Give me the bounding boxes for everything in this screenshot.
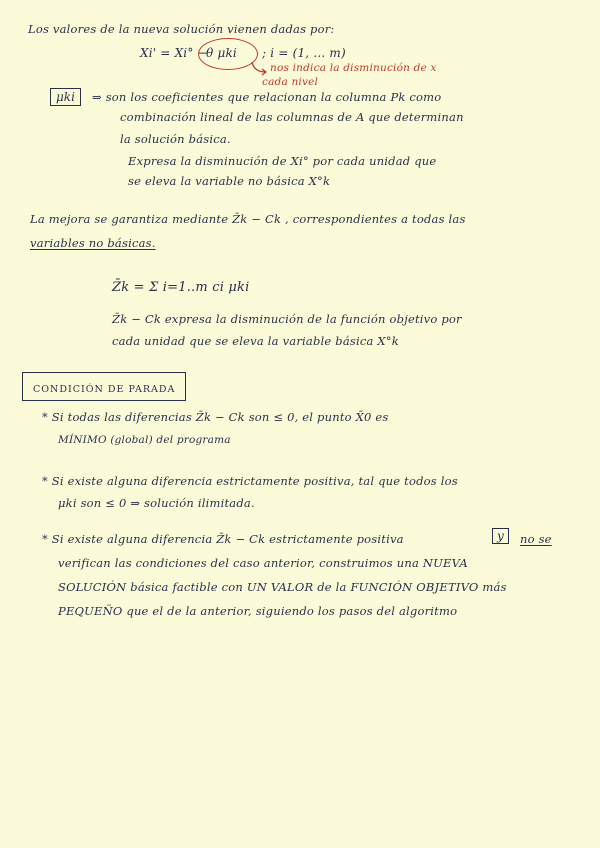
text-line-intro: Los valores de la nueva solución vienen dadas por: xyxy=(28,22,335,36)
text-line-combination: combinación lineal de las columnas de A que determinan xyxy=(120,110,464,124)
text-line-zk-ck: Z̄k − Ck expresa la disminución de la función objetivo por xyxy=(112,312,462,326)
text-line-raises: se eleva la variable no básica X°k xyxy=(128,174,331,188)
bullet-3-line-2: verifican las condiciones del caso anterior, construimos una NUEVA xyxy=(58,556,468,570)
formula-xi-prime: Xi' = Xi° − xyxy=(140,46,208,60)
bullet-3-line-4: PEQUEÑO que el de la anterior, siguiendo los pasos del algoritmo xyxy=(58,604,458,618)
text-line-expresses: Expresa la disminución de Xi° por cada unidad que xyxy=(128,154,437,168)
bullet-1-line-1: * Si todas las diferencias Z̄k − Ck son ≤ 0, el punto X̄0 es xyxy=(42,410,389,424)
bullet-3-no-se: no se xyxy=(520,532,552,546)
boxed-y: y xyxy=(492,528,509,544)
stop-condition-title: CONDICIÓN DE PARADA xyxy=(33,384,176,395)
formula-zk-sum: Z̄k = Σ i=1..m ci μki xyxy=(112,280,250,295)
text-line-nonbasic: variables no básicas. xyxy=(30,236,156,250)
stop-condition-box xyxy=(22,372,186,401)
text-line-per-unit: cada unidad que se eleva la variable básica X°k xyxy=(112,334,399,348)
text-line-basic-solution: la solución básica. xyxy=(120,132,231,146)
bullet-2-line-2: μki son ≤ 0 ⇒ solución ilimitada. xyxy=(58,496,255,510)
mu-ki-boxed: μki xyxy=(50,88,81,106)
bullet-3-line-3: SOLUCIÓN básica factible con UN VALOR de la FUNCIÓN OBJETIVO más xyxy=(58,580,507,594)
red-note-line-2: cada nivel xyxy=(262,76,319,88)
formula-index-range: ; i = (1, ... m) xyxy=(262,46,346,60)
bullet-2-line-1: * Si existe alguna diferencia estrictamente positiva, tal que todos los xyxy=(42,474,458,488)
bullet-3-line-1: * Si existe alguna diferencia Z̄k − Ck estrictamente positiva xyxy=(42,532,404,546)
formula-theta-mu: θ μki xyxy=(206,46,237,60)
text-line-improvement: La mejora se garantiza mediante Z̄k − Ck , correspondientes a todas las xyxy=(30,212,466,226)
text-line-coefficients: ⇒ son los coeficientes que relacionan la columna Pk como xyxy=(92,90,442,104)
bullet-1-line-2: MÍNIMO (global) del programa xyxy=(58,434,231,446)
red-note-line-1: nos indica la disminución de x xyxy=(270,62,437,74)
